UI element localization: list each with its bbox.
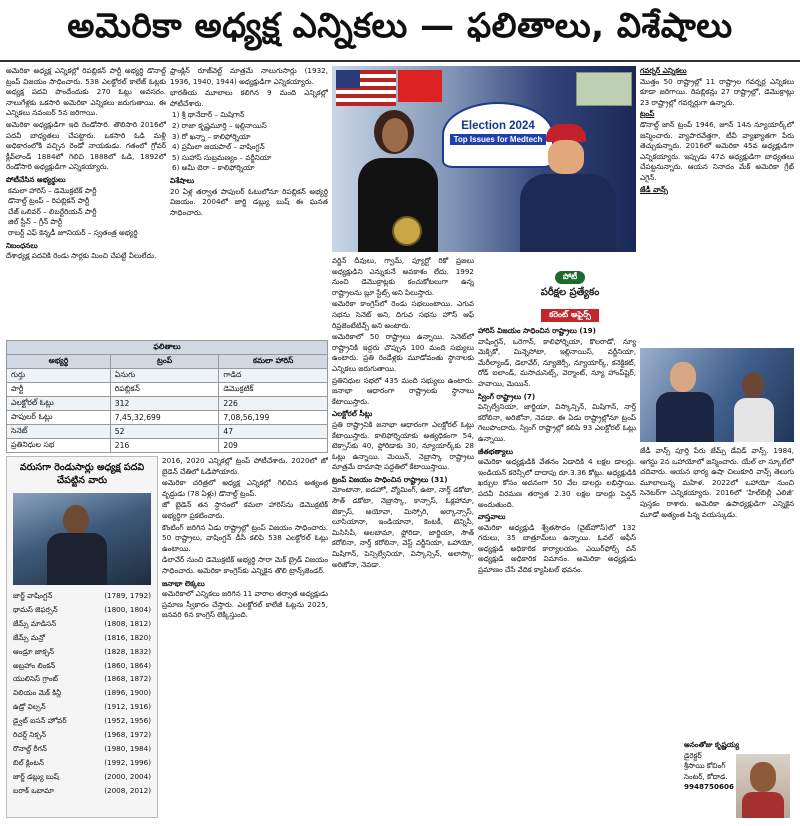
special-heading: విశేషాలు	[170, 175, 195, 185]
list-item: జార్జ్ డబ్ల్యు బుష్ (2000, 2004)	[13, 771, 151, 781]
badge-line-2: పరీక్షల ప్రత్యేకం	[540, 287, 600, 298]
two-term-presidents-box	[6, 456, 158, 818]
vance-face-shape	[670, 362, 696, 392]
badge-line-3: కరెంట్ అఫైర్స్	[541, 309, 599, 322]
author-name: అనంతోజు కృష్ణయ్య	[684, 740, 740, 749]
table-cell: 226	[219, 397, 328, 411]
list-item: జార్జ్ వాషింగ్టన్ (1789, 1792)	[13, 591, 151, 600]
author-face-shape	[750, 762, 776, 792]
list-item: బిల్ క్లింటన్ (1992, 1996)	[13, 757, 151, 767]
list-item: రిచర్డ్ నిక్సన్ (1968, 1972)	[13, 730, 151, 740]
column-two	[170, 66, 328, 336]
swing-states-heading: స్వింగ్ రాష్ట్రాలు (7)	[478, 391, 536, 401]
table-cell: ప్రతినిధుల సభ	[7, 439, 111, 453]
harris-states-heading: హారిస్ విజయం సాధించిన రాష్ట్రాలు (19)	[478, 326, 596, 335]
table-row	[7, 383, 328, 397]
table-cell: 7,08,56,199	[219, 411, 328, 425]
author-body-shape	[742, 792, 784, 818]
list-item: ఉడ్రో విల్సన్ (1912, 1916)	[13, 702, 151, 712]
usha-body-shape	[734, 398, 774, 442]
table-title: ఫలితాలు	[7, 341, 328, 355]
trump-heading: ట్రంప్	[640, 109, 655, 119]
table-title-row	[7, 341, 328, 355]
photo-head-shape	[63, 505, 89, 535]
table-cell: 52	[110, 425, 219, 439]
col3-paragraph: అమెరికాలో 50 రాష్ట్రాలు ఉన్నాయి. సెనెట్‌లో రాష్ట్రానికి ఇద్దరు చొప్పున 100 మంది సభ్యులు ఉంటారు. ప్రతి రెండేళ్లకు మూడోవంతు స్థానాలకు ఎన్నికలు జరుగుతాయి.	[332, 332, 474, 373]
author-role: డైరెక్టర్	[684, 750, 702, 760]
col2b-paragraph: కౌంటింగ్ జరిగిన ఏడు రాష్ట్రాల్లో ట్రంప్ విజయం సాధించారు. 50 రాష్ట్రాలు, వాషింగ్టన్ డీసీ కలిపి 538 ఎలక్టోరల్ ఓట్లు ఉంటాయి.	[162, 522, 328, 553]
col2-paragraph: భారతీయ మూలాలు కలిగిన 9 మంది ఎన్నికల్లో పోటీచేశారు.	[170, 88, 328, 108]
author-info	[684, 740, 740, 793]
us-flag-shape	[336, 70, 396, 106]
candidate-item: జిల్ స్టీన్ – గ్రీన్ పార్టీ	[8, 217, 63, 227]
governor-text: మొత్తం 50 రాష్ట్రాల్లో 11 రాష్ట్రాల గవర్నర్ల ఎన్నికలు కూడా జరిగాయి. రిపబ్లికన్లు 27 రాష్ట్రాల్లో, డెమొక్రాట్లు 23 రాష్ట్రాల్లో గవర్నర్లుగా ఉన్నారు.	[640, 76, 794, 107]
list-item: బరాక్ ఒబామా (2008, 2012)	[13, 785, 151, 795]
indian-origin-item: 1) శ్రీ థానేదార్ – మిషిగాన్	[172, 110, 245, 120]
harris-states-text: వాషింగ్టన్, ఒరెగాన్, కాలిఫోర్నియా, కొలరాడో, న్యూ మెక్సికో, మిన్నెసోటా, ఇల్లినాయిస్, వర్జీనియా, మేరీల్యాండ్, డెలావేర్, న్యూజెర్సీ, న్యూయార్క్, కనెక్టికట్, రోడ్ ఐలాండ్, మసాచుసెట్స్, వెర్మాంట్, న్యూ హాంప్‌షైర్, హవాయి, మెయిన్.	[478, 336, 636, 388]
indian-origin-item: 2) రాజా కృష్ణమూర్తి – ఇల్లినాయిస్	[172, 120, 267, 130]
election-photo	[332, 66, 636, 252]
header-cell: కమలా హారిస్	[219, 355, 328, 369]
photo-body-shape	[47, 533, 107, 585]
badge-line-1: పోటీ	[555, 271, 585, 284]
salary-text: అమెరికా అధ్యక్షుడికి వేతనం ఏడాదికి 4 లక్షల డాలర్లు. ఇండియన్ కరెన్సీలో దాదాపు రూ.3.36 కోట్లు. అధ్యక్షుడికి ఖర్చుల కోసం అదనంగా 50 వేల డాలర్లు లభిస్తాయి. పదవీ విరమణ తర్వాత 2.30 లక్షల డాలర్లు పెన్షన్ అందుతుంది.	[478, 457, 636, 509]
candidates-heading: పోటీచేసిన అభ్యర్థులు	[6, 174, 66, 184]
table-cell: 216	[110, 439, 219, 453]
table-cell: రిపబ్లికన్	[110, 383, 219, 397]
table-row	[7, 411, 328, 425]
col3-paragraph: వర్జిన్ దీవులు, గ్వామ్, ప్యూర్టో రికో ప్రజలు అధ్యక్షుడిని ఎన్నుకునే అవకాశం లేదు. 1992 నుంచి డెమొక్రాట్లకు కంచుకోటలుగా ఉన్న రాష్ట్రాలను బ్లూ స్టేట్స్ అని పిలుస్తారు.	[332, 256, 474, 297]
current-affairs-badge	[512, 264, 628, 320]
list-item: విలియం మెక్ కిన్లీ (1896, 1900)	[13, 688, 151, 698]
list-item: యులిసెస్ గ్రాంట్ (1868, 1872)	[13, 674, 151, 684]
flag-shape	[398, 70, 442, 102]
salary-heading: జీతభత్యాలు	[478, 446, 513, 456]
column-two-bottom	[162, 456, 328, 820]
col2b-paragraph: 2016, 2020 ఎన్నికల్లో ట్రంప్ పోటీచేశారు. 2020లో జో బైడెన్ చేతిలో ఓడిపోయారు.	[162, 456, 328, 476]
list-item: రొనాల్డ్ రీగన్ (1980, 1984)	[13, 743, 151, 753]
column-three	[332, 256, 474, 820]
indian-origin-item: 4) ప్రమీలా జయపాల్ – వాషింగ్టన్	[172, 142, 265, 152]
facts-text: అమెరికా అధ్యక్షుడి శ్వేతసౌధం (వైట్‌హౌస్)లో 132 గదులు, 35 బాత్రూమ్‌లు ఉన్నాయి. ఓవల్ ఆఫీస్ అధ్యక్షుడి అధికారిక కార్యాలయం. ఎయిర్‌ఫోర్స్ వన్ అధ్యక్షుడి అధికారిక విమానం. అమెరికా అధ్యక్షుడు ప్రమాణం చేసే వేదిక క్యాపిటల్ భవనం.	[478, 522, 636, 575]
table-cell: ఎలక్టోరల్ ఓట్లు	[7, 397, 111, 411]
table-cell: 7,45,32,699	[110, 411, 219, 425]
col3-paragraph: ప్రతినిధుల సభలో 435 మంది సభ్యులు ఉంటారు. జనాభా ఆధారంగా రాష్ట్రాలకు స్థానాలు కేటాయిస్తారు.	[332, 375, 474, 406]
author-org: శ్రీసాయి కోచింగ్ సెంటర్, కోదాడ.	[684, 761, 728, 781]
vance-heading: జేడీ వాన్స్	[640, 184, 668, 194]
presidents-list	[7, 587, 157, 800]
list-item: జేమ్స్ మాడిసన్ (1808, 1812)	[13, 618, 151, 628]
table-cell: సెనెట్	[7, 425, 111, 439]
table-cell: 209	[219, 439, 328, 453]
indian-origin-item: 3) రో ఖన్నా – కాలిఫోర్నియా	[172, 131, 251, 141]
column-four	[478, 324, 636, 820]
col2-paragraph: ఫ్రాంక్లిన్ రూజ్‌వెల్ట్ మాత్రమే నాలుగుసార్లు (1932, 1936, 1940, 1944) అధ్యక్షుడిగా ఎన్నికయ్యారు.	[170, 66, 328, 86]
author-photo	[736, 754, 790, 818]
column-five	[640, 66, 794, 346]
list-item: జేమ్స్ మన్రో (1816, 1820)	[13, 632, 151, 642]
intro-paragraph: అమెరికా అధ్యక్షుడిగా ఇది రెండోసారి. తొలిసారి 2016లో పదవీ బాధ్యతలు చేపట్టారు. ఒకసారి ఓడి మళ్లీ అధికారంలోకి వచ్చిన రెండో నాయకుడు. గతంలో గ్రోవర్ క్లీవ్‌లాండ్ 1884లో గెలిచి 1888లో ఓడి, 1892లో రెండోసారి అధ్యక్షుడిగా ఎన్నికయ్యారు.	[6, 119, 166, 172]
candidate-item: రాబర్ట్ ఎఫ్ కెన్నడీ జూనియర్ – స్వతంత్ర అభ్యర్థి	[8, 227, 138, 237]
facts-heading: వాస్తవాలు	[478, 512, 506, 522]
governor-heading: గవర్నర్ ఎన్నికలు	[640, 66, 687, 75]
column-five-bottom	[640, 446, 794, 736]
author-phone: 9948750606	[684, 782, 735, 791]
vance-text: జేడీ వాన్స్ పూర్తి పేరు జేమ్స్ డేవిడ్ వాన్స్. 1984, ఆగస్టు 2న ఒహాయోలో జన్మించారు. యేల్ లా స్కూల్‌లో చదివారు. ఆయన భార్య ఉషా చిలుకూరి వాన్స్ తెలుగు మూలాలున్న మహిళ. 2022లో ఒహాయో నుంచి సెనెటర్‌గా ఎన్నికయ్యారు. 2016లో ‘హిల్‌బిల్లీ ఎలిజీ’ పుస్తకం రాశారు. అమెరికా ఉపాధ్యక్షుడిగా ఎన్నికైన మూడో అత్యంత పిన్న వయస్కుడు.	[640, 446, 794, 519]
col2b-heading: జనాభా లెక్కలు	[162, 578, 205, 588]
election-badge-title: Election 2024	[461, 120, 535, 132]
candidate-item: చేజ్ ఒలివర్ – లిబర్టేరియన్ పార్టీ	[8, 206, 97, 216]
table-cell: పాపులర్ ఓట్లు	[7, 411, 111, 425]
list-item: ఆండ్రూ జాక్సన్ (1828, 1832)	[13, 646, 151, 656]
usha-face-shape	[742, 372, 764, 398]
election-badge-subtitle: Top Issues for Medtech	[450, 134, 546, 145]
list-item: డ్వైట్ ఐసన్ హోవర్ (1952, 1956)	[13, 716, 151, 726]
list-item: థామస్ జెఫర్సన్ (1800, 1804)	[13, 604, 151, 614]
table-row	[7, 425, 328, 439]
harris-face-shape	[382, 118, 408, 152]
table-cell: 312	[110, 397, 219, 411]
table-cell: గాడిద	[219, 369, 328, 383]
table-cell: పార్టీ	[7, 383, 111, 397]
special-text: 20 ఏళ్ల తర్వాత పాపులర్ ఓటులోనూ రిపబ్లికన్ అభ్యర్థి విజయం. 2004లో జార్జి డబ్ల్యు బుష్ ఈ ఘనత సాధించారు.	[170, 186, 328, 217]
table-row	[7, 369, 328, 383]
table-cell: గుర్తు	[7, 369, 111, 383]
rules-text: దేశాధ్యక్ష పదవికి రెండు సార్లకు మించి చేపట్టే వీలులేదు.	[6, 251, 157, 261]
candidate-item: డొనాల్డ్ ట్రంప్ – రిపబ్లికన్ పార్టీ	[8, 196, 90, 206]
header-cell: ట్రంప్	[110, 355, 219, 369]
table-cell: ఏనుగు	[110, 369, 219, 383]
vance-body-shape	[656, 392, 714, 442]
col2b-text: అమెరికాలో ఎన్నికలు జరిగిన 11 వారాల తర్వాత అధ్యక్షుడు ప్రమాణ స్వీకారం చేస్తారు. ఎలక్టోరల్ కాలేజీ ఓట్లను 2025, జనవరి 6న కాంగ్రెస్ లెక్కిస్తుంది.	[162, 589, 328, 620]
col2b-paragraph: జో బైడెన్ తన స్థానంలో కమలా హారిస్‌ను డెమొక్రటిక్ అభ్యర్థిగా ప్రకటించారు.	[162, 500, 328, 520]
trump-face-shape	[548, 140, 584, 174]
col2b-paragraph: అమెరికా చరిత్రలో అధ్యక్ష ఎన్నికల్లో గెలిచిన అత్యంత వృద్ధుడు (78 ఏళ్లు) డొనాల్డ్ ట్రంప్.	[162, 478, 328, 498]
vance-photo	[640, 348, 794, 442]
col2b-paragraph: డిలావేర్ నుంచి డెమొక్రటిక్ అభ్యర్థి సారా మెక్ బ్రైడ్ విజయం సాధించారు. అమెరికా కాంగ్రెస్‌కు ఎన్నికైన తొలి ట్రాన్స్‌జెండర్.	[162, 555, 328, 575]
col3-paragraph: అమెరికా కాంగ్రెస్‌లో రెండు సభలుంటాయి. ఎగువ సభను సెనెట్ అని, దిగువ సభను హౌస్ ఆఫ్ రిప్రజెంటేటివ్స్ అని అంటారు.	[332, 299, 474, 330]
table-cell: డెమొక్రటిక్	[219, 383, 328, 397]
election-badge	[442, 102, 554, 168]
candidate-item: కమలా హారిస్ – డెమొక్రటిక్ పార్టీ	[8, 185, 97, 195]
two-term-title: వరుసగా రెండుసార్లు అధ్యక్ష పదవి చేపట్టిన వారు	[19, 462, 145, 486]
table-header-row	[7, 355, 328, 369]
table-row	[7, 439, 328, 453]
trump-text: డొనాల్డ్ జాన్ ట్రంప్ 1946, జూన్ 14న న్యూయార్క్‌లో జన్మించారు. వ్యాపారవేత్తగా, టీవీ వ్యాఖ్యాతగా పేరు తెచ్చుకున్నారు. 2016లో అమెరికా 45వ అధ్యక్షుడిగా ఎన్నికయ్యారు. ఇప్పుడు 47వ అధ్యక్షుడిగా బాధ్యతలు చేపట్టనున్నారు. ఆయన నినాదం మేక్ అమెరికా గ్రేట్ ఎగైన్.	[640, 119, 794, 182]
indian-origin-item: 5) సుహాస్ సుబ్రమణ్యం – వర్జీనియా	[172, 152, 272, 162]
intro-paragraph: అమెరికా అధ్యక్ష ఎన్నికల్లో రిపబ్లికన్ పార్టీ అభ్యర్థి డొనాల్డ్ ట్రంప్ విజయం సాధించారు. 538 ఎలక్టోరల్ కాలేజ్ ఓట్లకు అధ్యక్ష పదవి పొందేందుకు 270 ఓట్లు అవసరం. నాలుగేళ్లకు ఒకసారి అమెరికా ఎన్నికలు జరుగుతాయి. ఈ ఎన్నికలు నవంబర్ 5న జరిగాయి.	[6, 66, 166, 118]
header-cell: అభ్యర్థి	[7, 355, 111, 369]
electoral-seats-text: ప్రతి రాష్ట్రానికి జనాభా ఆధారంగా ఎలక్టోరల్ ఓట్లు కేటాయిస్తారు. కాలిఫోర్నియాకు అత్యధికంగా 54, టెక్సాస్‌కు 40, ఫ్లోరిడాకు 30, న్యూయార్క్‌కు 28 ఓట్లు ఉన్నాయి. మెయిన్, నెబ్రాస్కా రాష్ట్రాలు మాత్రమే దామాషా పద్ధతిలో కేటాయిస్తాయి.	[332, 419, 474, 472]
obama-photo	[13, 493, 151, 585]
electoral-seats-heading: ఎలక్టోరల్ సీట్లు	[332, 409, 373, 419]
rules-heading: నిబంధనలు	[6, 240, 38, 250]
table-row	[7, 397, 328, 411]
presidential-seal-icon	[392, 216, 422, 246]
trump-states-heading: ట్రంప్ విజయం సాధించిన రాష్ట్రాలు (31)	[332, 474, 448, 484]
results-table	[6, 340, 328, 453]
table-cell: 47	[219, 425, 328, 439]
indian-origin-item: 6) అమీ బెరా – కాలిఫోర్నియా	[172, 163, 255, 173]
list-item: అబ్రహాం లింకన్ (1860, 1864)	[13, 660, 151, 670]
trump-states-text: మోంటానా, ఐడహో, వ్యోమింగ్, ఉటా, నార్త్ డకోటా, సౌత్ డకోటా, నెబ్రాస్కా, కాన్సాస్, ఓక్లహామా, టెక్సాస్, అయోవా, మిస్సోరి, అర్కాన్సాస్, లూసియానా, ఇండియానా, కెంటకీ, టెన్నిసీ, మిసిసిపీ, అలబామా, ఫ్లోరిడా, జార్జియా, సౌత్ కరోలినా, నార్త్ కరోలినా, వెస్ట్ వర్జీనియా, ఒహాయో, మిషిగాన్, పెన్సిల్వేనియా, విస్కాన్సిన్, అలాస్కా, అరిజోనా, నెవడా.	[332, 485, 474, 569]
currency-shape	[576, 72, 632, 106]
swing-states-text: పెన్సిల్వేనియా, జార్జియా, విస్కాన్సిన్, మిషిగాన్, నార్త్ కరోలినా, అరిజోనా, నెవడా. ఈ ఏడు రాష్ట్రాల్లోనూ ట్రంప్ గెలుపొందారు. స్వింగ్ రాష్ట్రాల్లో కలిపి 93 ఎలక్టోరల్ ఓట్లు ఉన్నాయి.	[478, 402, 636, 443]
page-headline: అమెరికా అధ్యక్ష ఎన్నికలు — ఫలితాలు, విశేషాలు	[0, 0, 800, 62]
trump-body-shape	[520, 174, 616, 252]
